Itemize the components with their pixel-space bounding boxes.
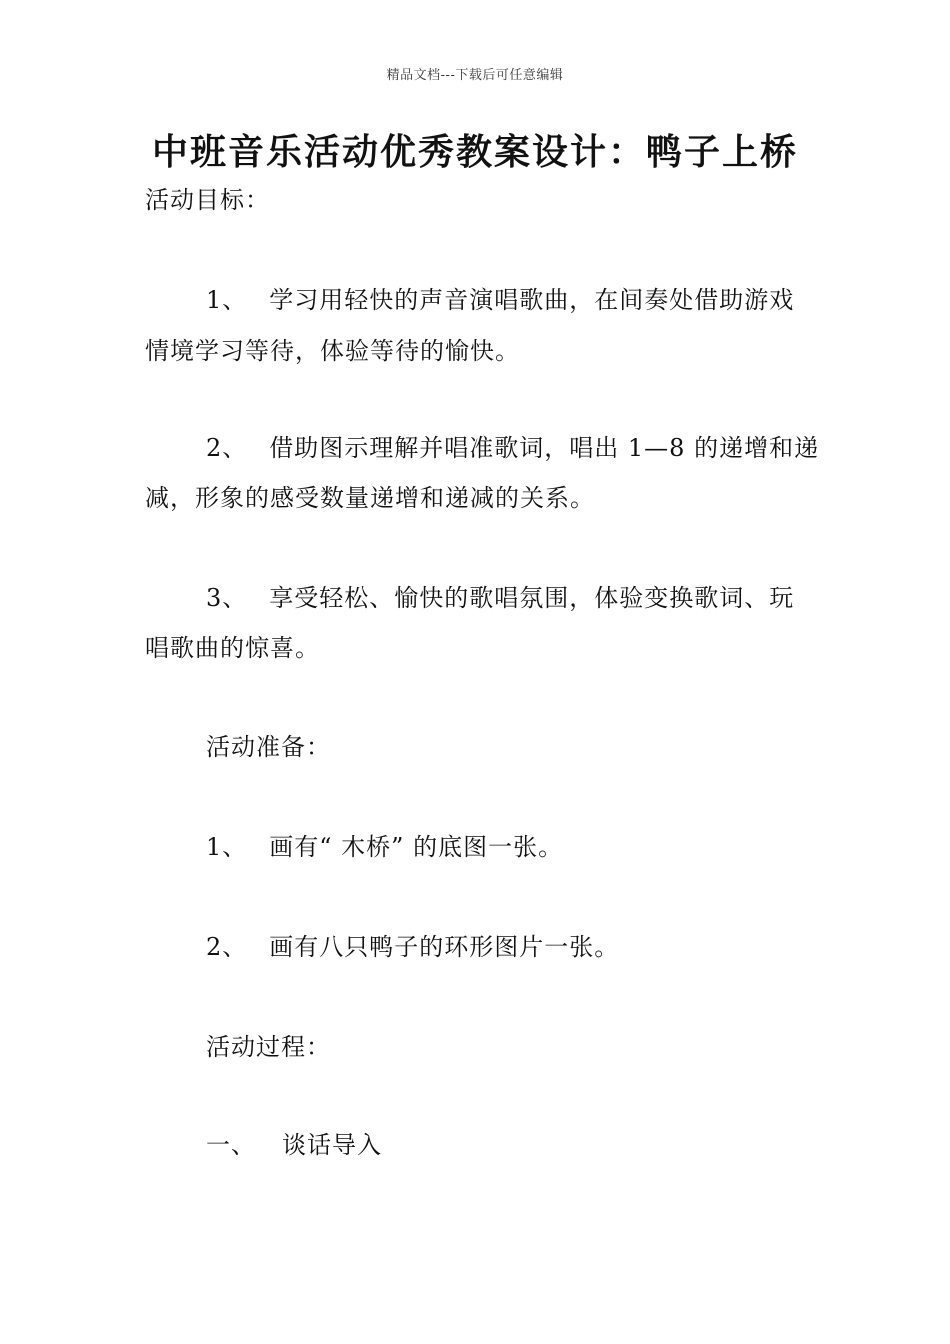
goal-1-number: 1、	[206, 286, 248, 314]
process-step-1	[206, 1129, 382, 1161]
prep-item-1	[206, 831, 563, 863]
goal-2-line-1	[206, 432, 819, 464]
document-title: 中班音乐活动优秀教案设计：鸭子上桥	[151, 132, 798, 173]
goal-2-text-1: 借助图示理解并唱准歌词，唱出 1—8 的递增和递	[269, 434, 820, 462]
goal-2-number: 2、	[206, 434, 248, 462]
goal-3-number: 3、	[206, 584, 248, 612]
prep-item-2	[206, 931, 619, 963]
process-1-number: 一、	[206, 1131, 256, 1159]
goal-1-text-1: 学习用轻快的声音演唱歌曲，在间奏处借助游戏	[269, 286, 795, 314]
prep-heading: 活动准备：	[206, 733, 331, 761]
goal-2-line-2: 减，形象的感受数量递增和递减的关系。	[145, 484, 595, 512]
goal-3-line-1	[206, 582, 794, 614]
goal-3-text-1: 享受轻松、愉快的歌唱氛围，体验变换歌词、玩	[269, 584, 795, 612]
goal-1-line-2: 情境学习等待，体验等待的愉快。	[145, 337, 520, 365]
goal-1-line-1	[206, 284, 794, 316]
goals-heading: 活动目标：	[145, 186, 270, 214]
prep-2-text: 画有八只鸭子的环形图片一张。	[269, 933, 620, 961]
goal-3-line-2: 唱歌曲的惊喜。	[145, 634, 320, 662]
page-header: 精品文档---下载后可任意编辑	[386, 68, 564, 83]
prep-2-number: 2、	[206, 933, 248, 961]
process-1-text: 谈话导入	[282, 1131, 382, 1159]
process-heading: 活动过程：	[206, 1033, 331, 1061]
prep-1-number: 1、	[206, 833, 248, 861]
prep-1-text: 画有“ 木桥” 的底图一张。	[269, 833, 564, 861]
